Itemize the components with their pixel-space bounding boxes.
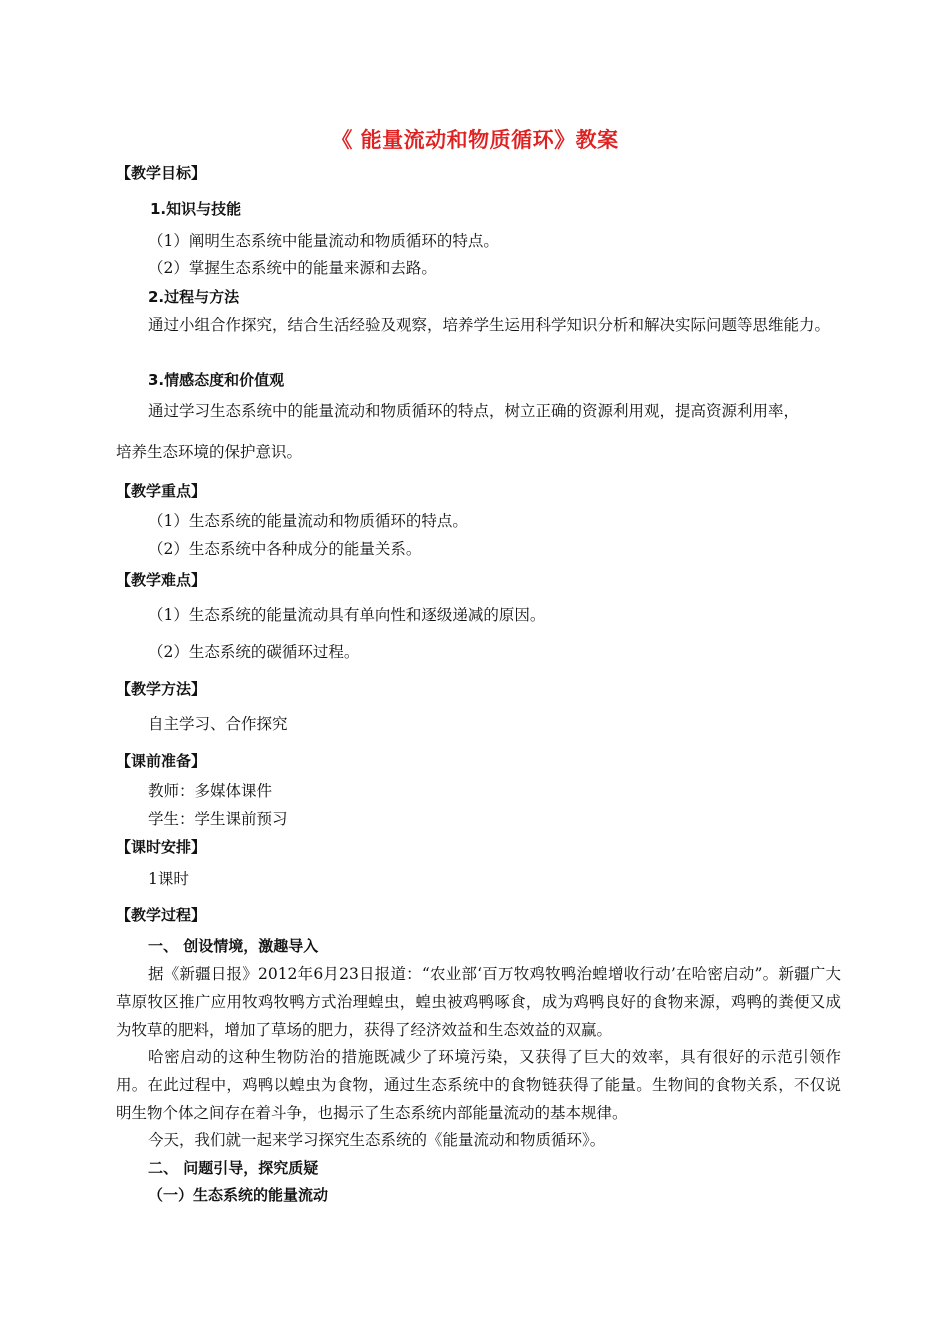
- methods-text: 自主学习、合作探究: [148, 715, 288, 733]
- section-heading-key-points: 【教学重点】: [116, 482, 207, 500]
- paragraph-line: 通过学习生态系统中的能量流动和物质循环的特点，树立正确的资源利用观，提高资源利用率，: [148, 402, 800, 420]
- list-item: （1）生态系统的能量流动具有单向性和逐级递减的原因。: [148, 606, 546, 624]
- subheading-process-methods: 2.过程与方法: [148, 288, 240, 306]
- section-heading-preparation: 【课前准备】: [116, 752, 207, 770]
- list-item: （1）阐明生态系统中能量流动和物质循环的特点。: [148, 232, 499, 250]
- subheading-attitude-values: 3.情感态度和价值观: [148, 371, 285, 389]
- section-heading-methods: 【教学方法】: [116, 680, 207, 698]
- paragraph-intro-2: 哈密启动的这种生物防治的措施既减少了环境污染，又获得了巨大的效率，具有很好的示范引领作用。在此过程中，鸡鸭以蝗虫为食物，通过生态系统中的食物链获得了能量。生物间的食物关系，不仅说明生物个体之间存在着斗争，也揭示了生态系统内部能量流动的基本规律。: [116, 1048, 841, 1122]
- subheading-knowledge-skills: 1.知识与技能: [150, 200, 242, 218]
- paragraph-intro-1: 据《新疆日报》2012年6月23日报道：“农业部‘百万牧鸡牧鸭治蝗增收行动’在哈密启动”。新疆广大草原牧区推广应用牧鸡牧鸭方式治理蝗虫，蝗虫被鸡鸭啄食，成为鸡鸭良好的食物来源，鸡鸭的粪便又成为牧草的肥料，增加了草场的肥力，获得了经济效益和生态效益的双赢。: [116, 965, 841, 1039]
- process-step-1: 一、 创设情境，激趣导入: [148, 937, 319, 955]
- section-heading-objectives: 【教学目标】: [116, 164, 207, 182]
- process-step-2: 二、 问题引导，探究质疑: [148, 1159, 319, 1177]
- document-title: 《 能量流动和物质循环》教案: [331, 128, 619, 152]
- preparation-teacher: 教师：多媒体课件: [148, 782, 273, 800]
- section-heading-schedule: 【课时安排】: [116, 838, 207, 856]
- schedule-text: 1课时: [148, 870, 189, 888]
- paragraph-line: 培养生态环境的保护意识。: [116, 443, 303, 461]
- section-heading-difficulties: 【教学难点】: [116, 571, 207, 589]
- process-sub-1: （一）生态系统的能量流动: [148, 1186, 329, 1204]
- preparation-student: 学生：学生课前预习: [148, 810, 288, 828]
- list-item: （1）生态系统的能量流动和物质循环的特点。: [148, 512, 468, 530]
- section-heading-process: 【教学过程】: [116, 906, 207, 924]
- list-item: （2）掌握生态系统中的能量来源和去路。: [148, 259, 437, 277]
- list-item: （2）生态系统中各种成分的能量关系。: [148, 540, 422, 558]
- list-item: （2）生态系统的碳循环过程。: [148, 643, 360, 661]
- paragraph-process-methods: 通过小组合作探究，结合生活经验及观察，培养学生运用科学知识分析和解决实际问题等思维能力。: [148, 316, 831, 334]
- paragraph-intro-3: 今天，我们就一起来学习探究生态系统的《能量流动和物质循环》。: [148, 1131, 606, 1149]
